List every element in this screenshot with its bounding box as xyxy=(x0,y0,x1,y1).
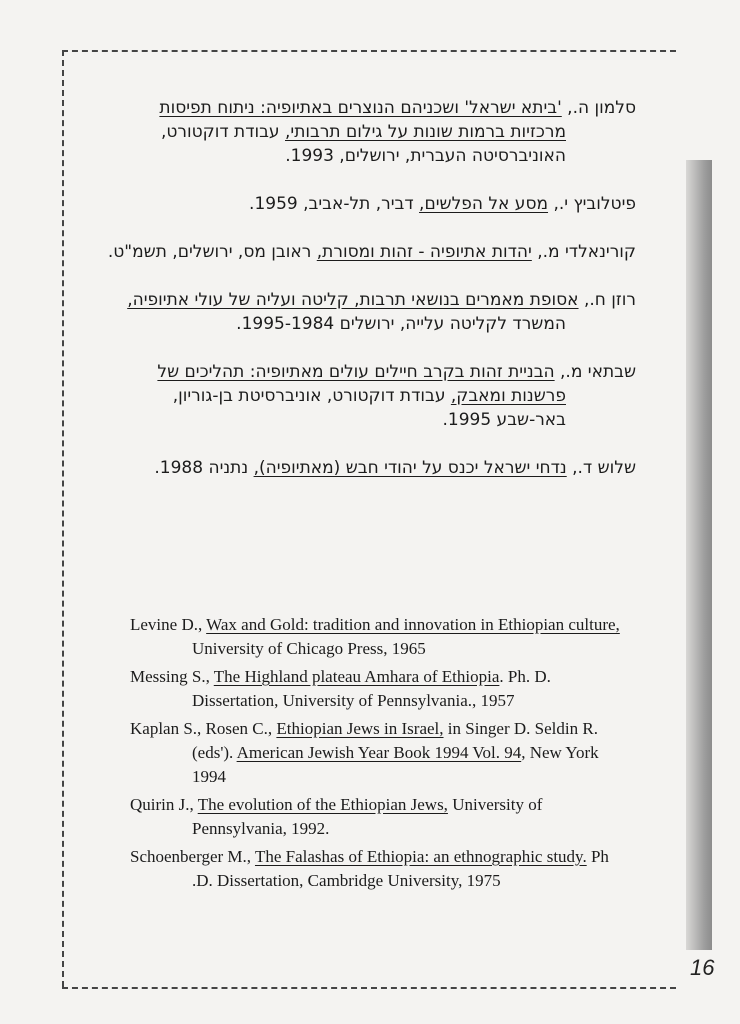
ref-author: שבתאי מ., xyxy=(560,362,636,382)
ref-author: Quirin J., xyxy=(130,795,198,814)
hebrew-reference xyxy=(100,192,636,216)
ref-author: רוזן ח., xyxy=(583,290,636,310)
ref-author: Levine D., xyxy=(130,615,207,634)
ref-author: Kaplan S., Rosen C., xyxy=(130,719,277,738)
ref-author: סלמון ה., xyxy=(567,98,636,118)
ref-details: in Singer D. Seldin R. (eds'). xyxy=(192,719,598,762)
ref-title: The Falashas of Ethiopia: an ethnographic study. xyxy=(254,847,587,866)
ref-details: עבודת דוקטורט, האוניברסיטה העברית, ירושלים, 1993. xyxy=(160,122,566,166)
hebrew-reference xyxy=(100,288,636,336)
ref-title: The evolution of the Ethiopian Jews, xyxy=(197,795,448,814)
ref-title: Ethiopian Jews in Israel, xyxy=(276,719,444,738)
ref-title: Wax and Gold: tradition and innovation in Ethiopian culture, xyxy=(206,615,620,634)
english-reference xyxy=(130,717,630,789)
hebrew-bibliography xyxy=(100,96,636,504)
ref-title: נדחי ישראל יכנס על יהודי חבש (מאתיופיה), xyxy=(253,458,567,478)
ref-details: נתניה 1988. xyxy=(154,458,249,478)
ref-details: ראובן מס, ירושלים, תשמ"ט. xyxy=(107,242,312,262)
ref-author: Messing S., xyxy=(130,667,214,686)
frame-bottom-border xyxy=(62,987,676,989)
hebrew-reference xyxy=(100,360,636,432)
ref-title: יהדות אתיופיה - זהות ומסורת, xyxy=(316,242,532,262)
ref-details: , New York 1994 xyxy=(192,743,599,786)
ref-details: University of Pennsylvania, 1992. xyxy=(192,795,543,838)
ref-details: המשרד לקליטה עלייה, ירושלים 1995-1984. xyxy=(236,314,566,334)
ref-title: אסופת מאמרים בנושאי תרבות, קליטה ועליה של עולי אתיופיה, xyxy=(127,290,579,310)
page-number: 16 xyxy=(690,955,715,980)
ref-title-secondary: American Jewish Year Book 1994 Vol. 94 xyxy=(236,743,522,762)
english-reference xyxy=(130,665,630,713)
english-reference xyxy=(130,613,630,661)
hebrew-reference xyxy=(100,456,636,480)
ref-title: הבניית זהות בקרב חיילים עולים מאתיופיה: תהליכים של פרשנות ומאבק, xyxy=(157,362,566,406)
ref-details: . Ph. D. Dissertation, University of Pennsylvania., 1957 xyxy=(192,667,551,710)
ref-details: University of Chicago Press, 1965 xyxy=(192,639,426,658)
hebrew-reference xyxy=(100,96,636,168)
frame-top-border xyxy=(62,50,676,52)
hebrew-reference xyxy=(100,240,636,264)
ref-author: Schoenberger M., xyxy=(130,847,255,866)
english-bibliography xyxy=(130,613,630,897)
ref-author: פיטלוביץ י., xyxy=(553,194,636,214)
ref-title: The Highland plateau Amhara of Ethiopia xyxy=(213,667,500,686)
english-reference xyxy=(130,845,630,893)
ref-details: דביר, תל-אביב, 1959. xyxy=(249,194,414,214)
ref-author: קורינאלדי מ., xyxy=(537,242,636,262)
ref-details: עבודת דוקטורט, אוניברסיטת בן-גוריון, באר-שבע 1995. xyxy=(172,386,566,430)
frame-left-border xyxy=(62,50,64,987)
english-reference xyxy=(130,793,630,841)
ref-title: מסע אל הפלשים, xyxy=(419,194,549,214)
ref-author: שלוש ד., xyxy=(572,458,636,478)
ref-details: Ph .D. Dissertation, Cambridge University, 1975 xyxy=(192,847,609,890)
page-edge-shadow xyxy=(686,160,712,950)
ref-title: 'ביתא ישראל' ושכניהם הנוצרים באתיופיה: ניתוח תפיסות מרכזיות ברמות שונות על גילום תרבותי, xyxy=(159,98,566,142)
